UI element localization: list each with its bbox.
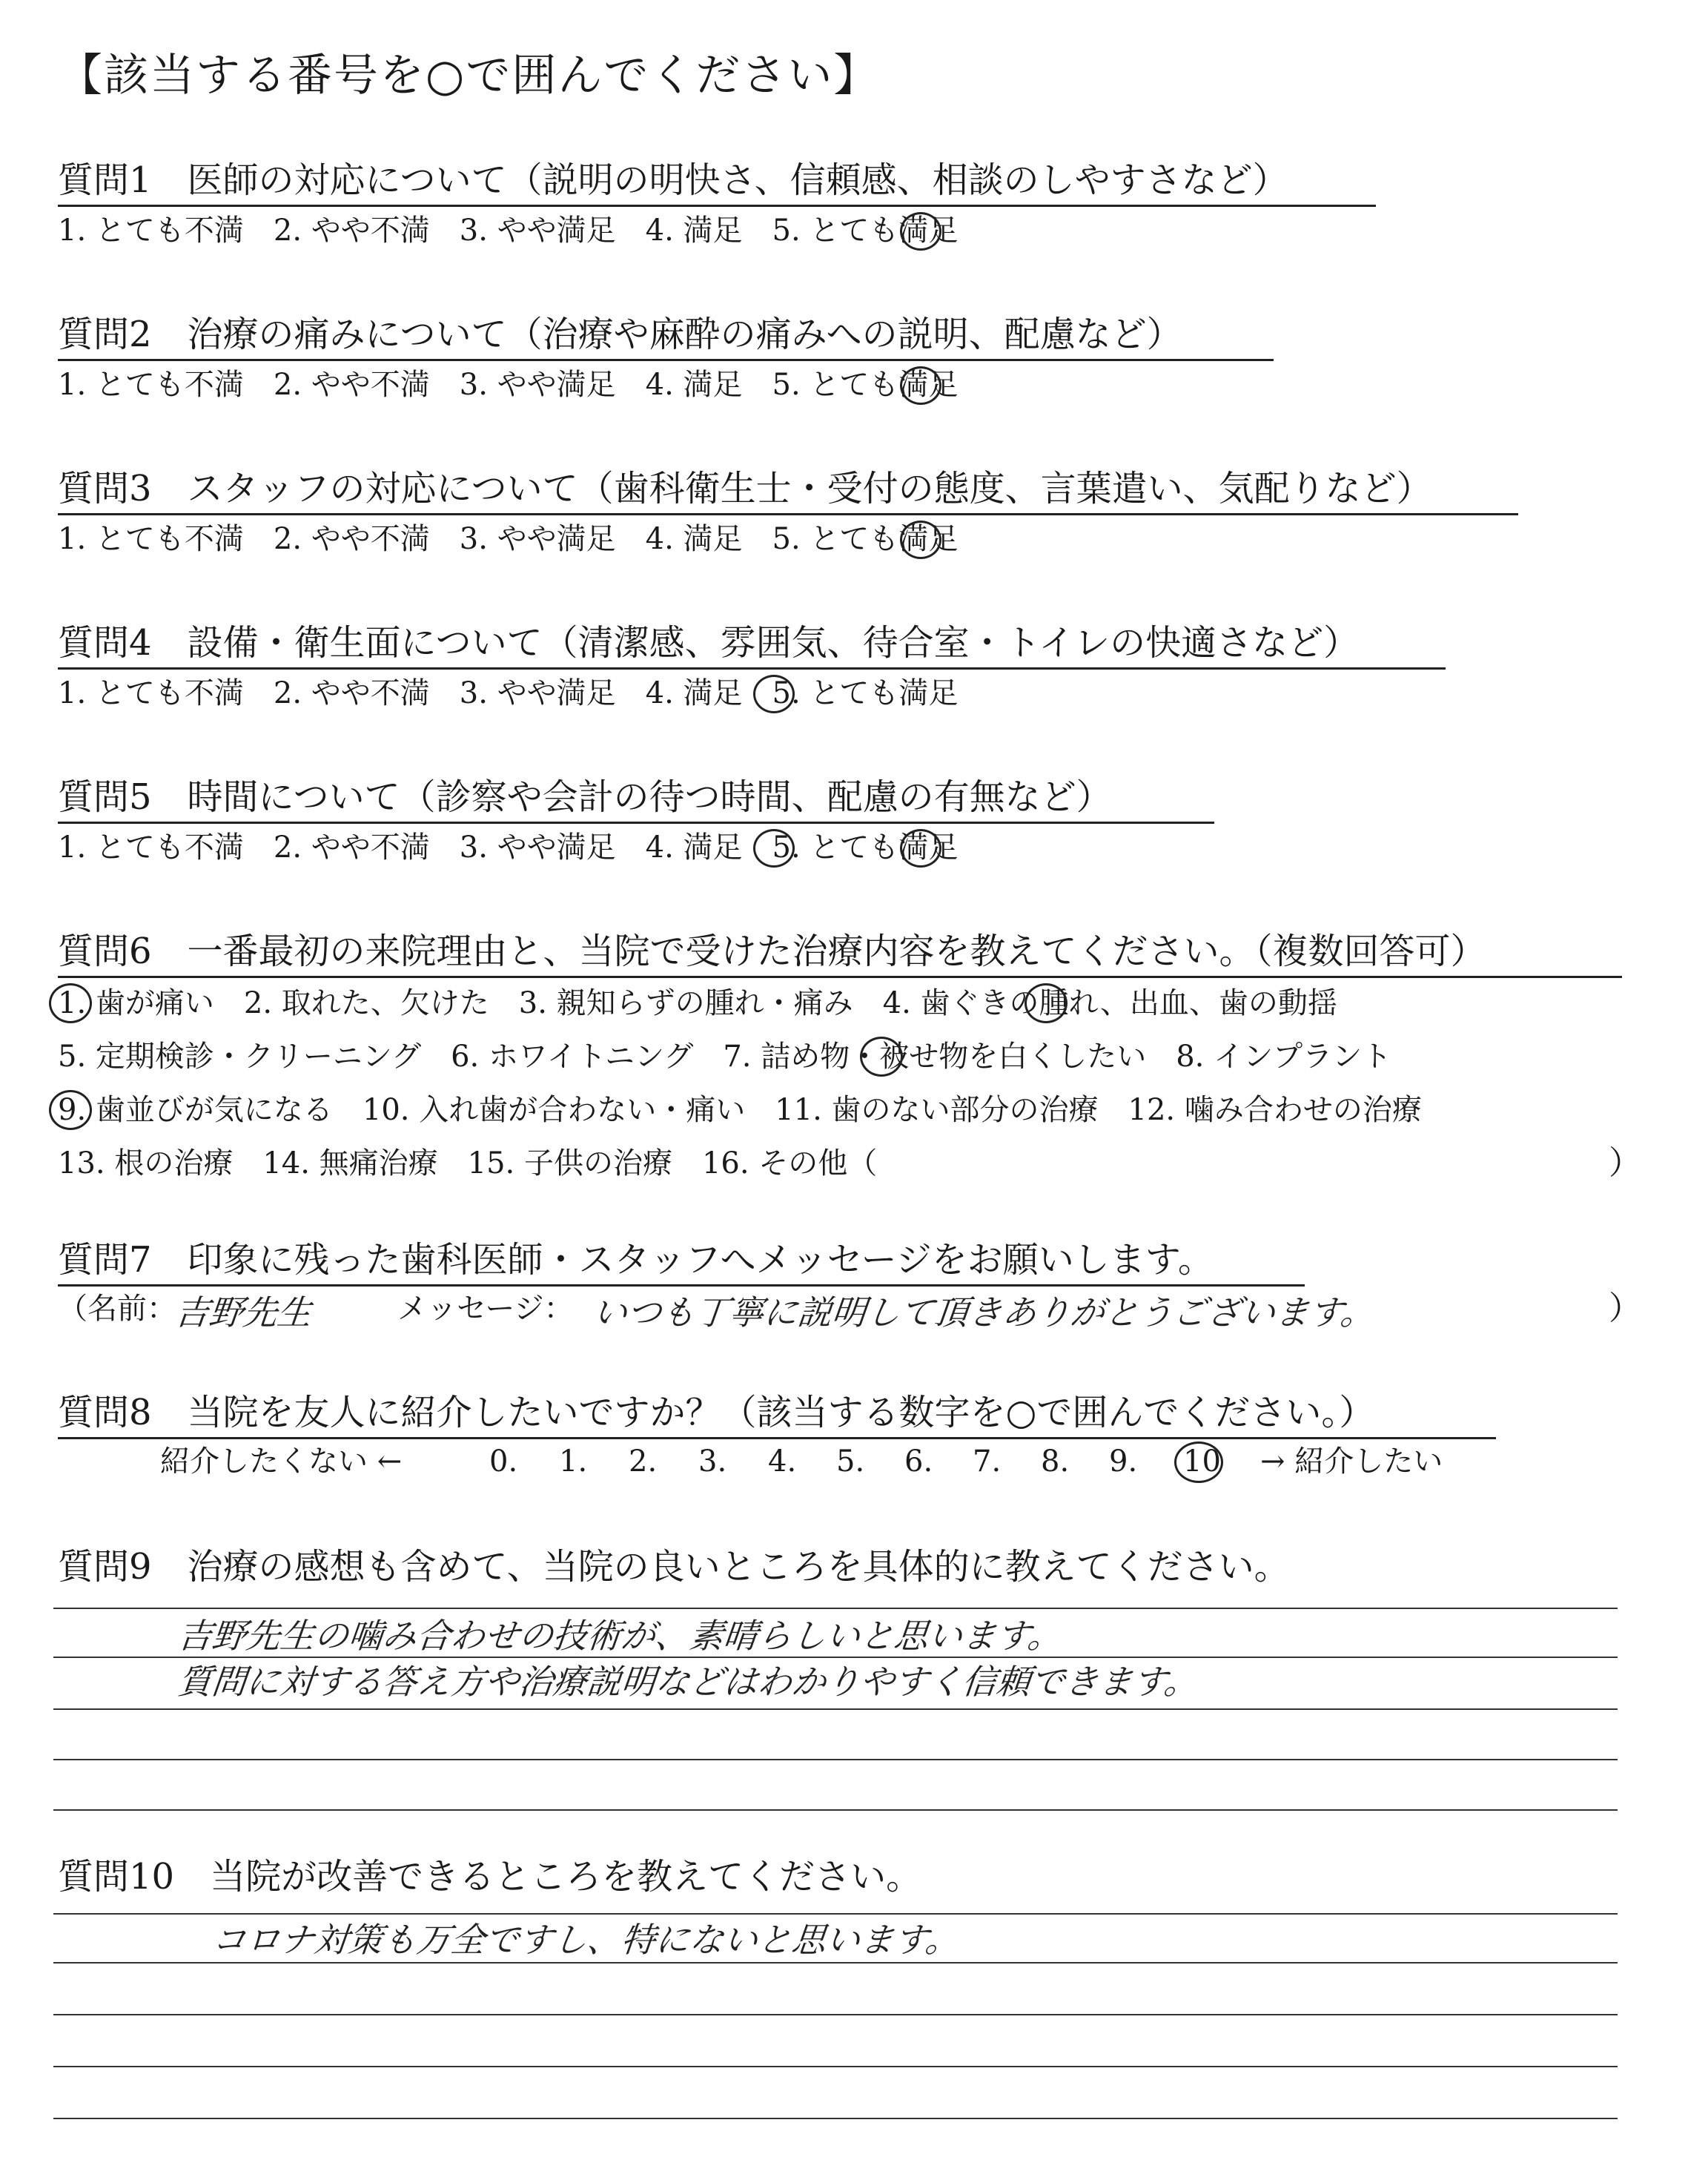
question-9-rule-2 bbox=[53, 1657, 1618, 1658]
question-8-scale-1[interactable]: 1. bbox=[559, 1444, 588, 1479]
question-2-selection-circle[interactable] bbox=[900, 366, 941, 405]
question-9-rule-5 bbox=[53, 1809, 1618, 1811]
question-9-rule-3 bbox=[53, 1708, 1618, 1710]
question-7-close: ） bbox=[1609, 1289, 1641, 1327]
question-8-scale-0[interactable]: 0. bbox=[489, 1444, 518, 1479]
question-3-options: 1. とても不満 2. やや不満 3. やや満足 4. 満足 5. とても満足 bbox=[58, 522, 959, 556]
question-4-label: 質問4 設備・衛生面について（清潔感、雰囲気、待合室・トイレの快適さなど） bbox=[58, 622, 1360, 664]
question-5-label: 質問5 時間について（診察や会計の待つ時間、配慮の有無など） bbox=[58, 776, 1112, 818]
question-10-rule-3 bbox=[53, 2014, 1618, 2015]
question-4-options: 1. とても不満 2. やや不満 3. やや満足 4. 満足 5. とても満足 bbox=[58, 676, 959, 710]
question-1-options: 1. とても不満 2. やや不満 3. やや満足 4. 満足 5. とても満足 bbox=[58, 214, 959, 248]
question-5-underline bbox=[58, 822, 1214, 824]
question-6-selection-circle-9[interactable] bbox=[49, 1090, 92, 1130]
question-1-label: 質問1 医師の対応について（説明の明快さ、信頼感、相談のしやすさなど） bbox=[58, 159, 1288, 201]
question-10-rule-5 bbox=[53, 2118, 1618, 2119]
question-6-options-line-3: 9. 歯並びが気になる 10. 入れ歯が合わない・痛い 11. 歯のない部分の治療 12. 噛み合わせの治療 bbox=[58, 1093, 1422, 1127]
question-7-name-prefix: （名前： bbox=[58, 1292, 176, 1326]
question-9-answer-line-1[interactable]: 吉野先生の噛み合わせの技術が、素晴らしいと思います。 bbox=[176, 1616, 1065, 1656]
question-6-underline bbox=[58, 976, 1622, 978]
question-7-message-prefix: メッセージ： bbox=[397, 1292, 574, 1326]
question-1-selection-circle[interactable] bbox=[900, 212, 941, 251]
question-5-selection-circle-4[interactable] bbox=[753, 829, 795, 868]
question-6-selection-circle-4[interactable] bbox=[1025, 983, 1068, 1023]
question-10-rule-2 bbox=[53, 1962, 1618, 1964]
question-9-rule-4 bbox=[53, 1759, 1618, 1760]
question-2-label: 質問2 治療の痛みについて（治療や麻酔の痛みへの説明、配慮など） bbox=[58, 314, 1182, 355]
question-6-selection-circle-1[interactable] bbox=[49, 983, 92, 1023]
question-7-message-value[interactable]: いつも丁寧に説明して頂きありがとうございます。 bbox=[591, 1292, 1377, 1332]
question-6-options-line-4: 13. 根の治療 14. 無痛治療 15. 子供の治療 16. その他（ bbox=[58, 1146, 878, 1180]
question-8-scale-7[interactable]: 7. bbox=[973, 1444, 1002, 1479]
question-6-label: 質問6 一番最初の来院理由と、当院で受けた治療内容を教えてください。（複数回答可） bbox=[58, 931, 1486, 972]
question-8-right-label: → 紹介したい bbox=[1260, 1444, 1443, 1479]
question-6-selection-circle-7[interactable] bbox=[860, 1037, 903, 1077]
question-8-scale-4[interactable]: 4. bbox=[768, 1444, 797, 1479]
question-8-left-label: 紹介したくない ← bbox=[160, 1444, 403, 1479]
question-10-rule-4 bbox=[53, 2066, 1618, 2067]
question-2-underline bbox=[58, 359, 1274, 361]
question-7-label: 質問7 印象に残った歯科医師・スタッフへメッセージをお願いします。 bbox=[58, 1239, 1214, 1281]
question-8-scale-8[interactable]: 8. bbox=[1041, 1444, 1070, 1479]
question-8-scale-2[interactable]: 2. bbox=[629, 1444, 658, 1479]
question-3-underline bbox=[58, 513, 1518, 515]
question-9-rule-1 bbox=[53, 1608, 1618, 1609]
question-6-other-close: ） bbox=[1609, 1144, 1641, 1182]
question-9-label: 質問9 治療の感想も含めて、当院の良いところを具体的に教えてください。 bbox=[58, 1546, 1290, 1588]
question-10-rule-1 bbox=[53, 1913, 1618, 1915]
question-8-scale-9[interactable]: 9. bbox=[1109, 1444, 1138, 1479]
question-4-selection-circle[interactable] bbox=[753, 675, 795, 713]
question-2-options: 1. とても不満 2. やや不満 3. やや満足 4. 満足 5. とても満足 bbox=[58, 368, 959, 402]
question-8-selection-circle[interactable] bbox=[1174, 1441, 1223, 1483]
question-8-scale-6[interactable]: 6. bbox=[904, 1444, 933, 1479]
question-8-underline bbox=[58, 1437, 1496, 1439]
question-6-options-line-2: 5. 定期検診・クリーニング 6. ホワイトニング 7. 詰め物・被せ物を白くしたい 8. インプラント bbox=[58, 1040, 1392, 1074]
question-8-scale-5[interactable]: 5. bbox=[836, 1444, 865, 1479]
question-10-label: 質問10 当院が改善できるところを教えてください。 bbox=[58, 1856, 922, 1898]
question-7-name-value[interactable]: 吉野先生 bbox=[173, 1292, 314, 1332]
question-5-selection-circle-5[interactable] bbox=[900, 829, 941, 868]
question-4-underline bbox=[58, 667, 1446, 670]
question-5-options: 1. とても不満 2. やや不満 3. やや満足 4. 満足 5. とても満足 bbox=[58, 830, 959, 865]
page-title: 【該当する番号を○で囲んでください】 bbox=[58, 50, 880, 102]
question-8-scale-3[interactable]: 3. bbox=[698, 1444, 727, 1479]
question-9-answer-line-2[interactable]: 質問に対する答え方や治療説明などはわかりやすく信頼できます。 bbox=[176, 1662, 1201, 1702]
question-3-selection-circle[interactable] bbox=[900, 521, 941, 559]
question-1-underline bbox=[58, 205, 1376, 207]
question-6-options-line-1: 1. 歯が痛い 2. 取れた、欠けた 3. 親知らずの腫れ・痛み 4. 歯ぐきの腫れ、出血、歯の動揺 bbox=[58, 986, 1337, 1020]
question-10-answer-line-1[interactable]: コロナ対策も万全ですし、特にないと思います。 bbox=[210, 1920, 962, 1960]
question-8-scale-10[interactable]: 10 bbox=[1183, 1444, 1221, 1479]
question-7-underline bbox=[58, 1284, 1305, 1287]
question-8-label: 質問8 当院を友人に紹介したいですか？（該当する数字を○で囲んでください。） bbox=[58, 1392, 1375, 1433]
question-3-label: 質問3 スタッフの対応について（歯科衛生士・受付の態度、言葉遣い、気配りなど） bbox=[58, 468, 1432, 509]
